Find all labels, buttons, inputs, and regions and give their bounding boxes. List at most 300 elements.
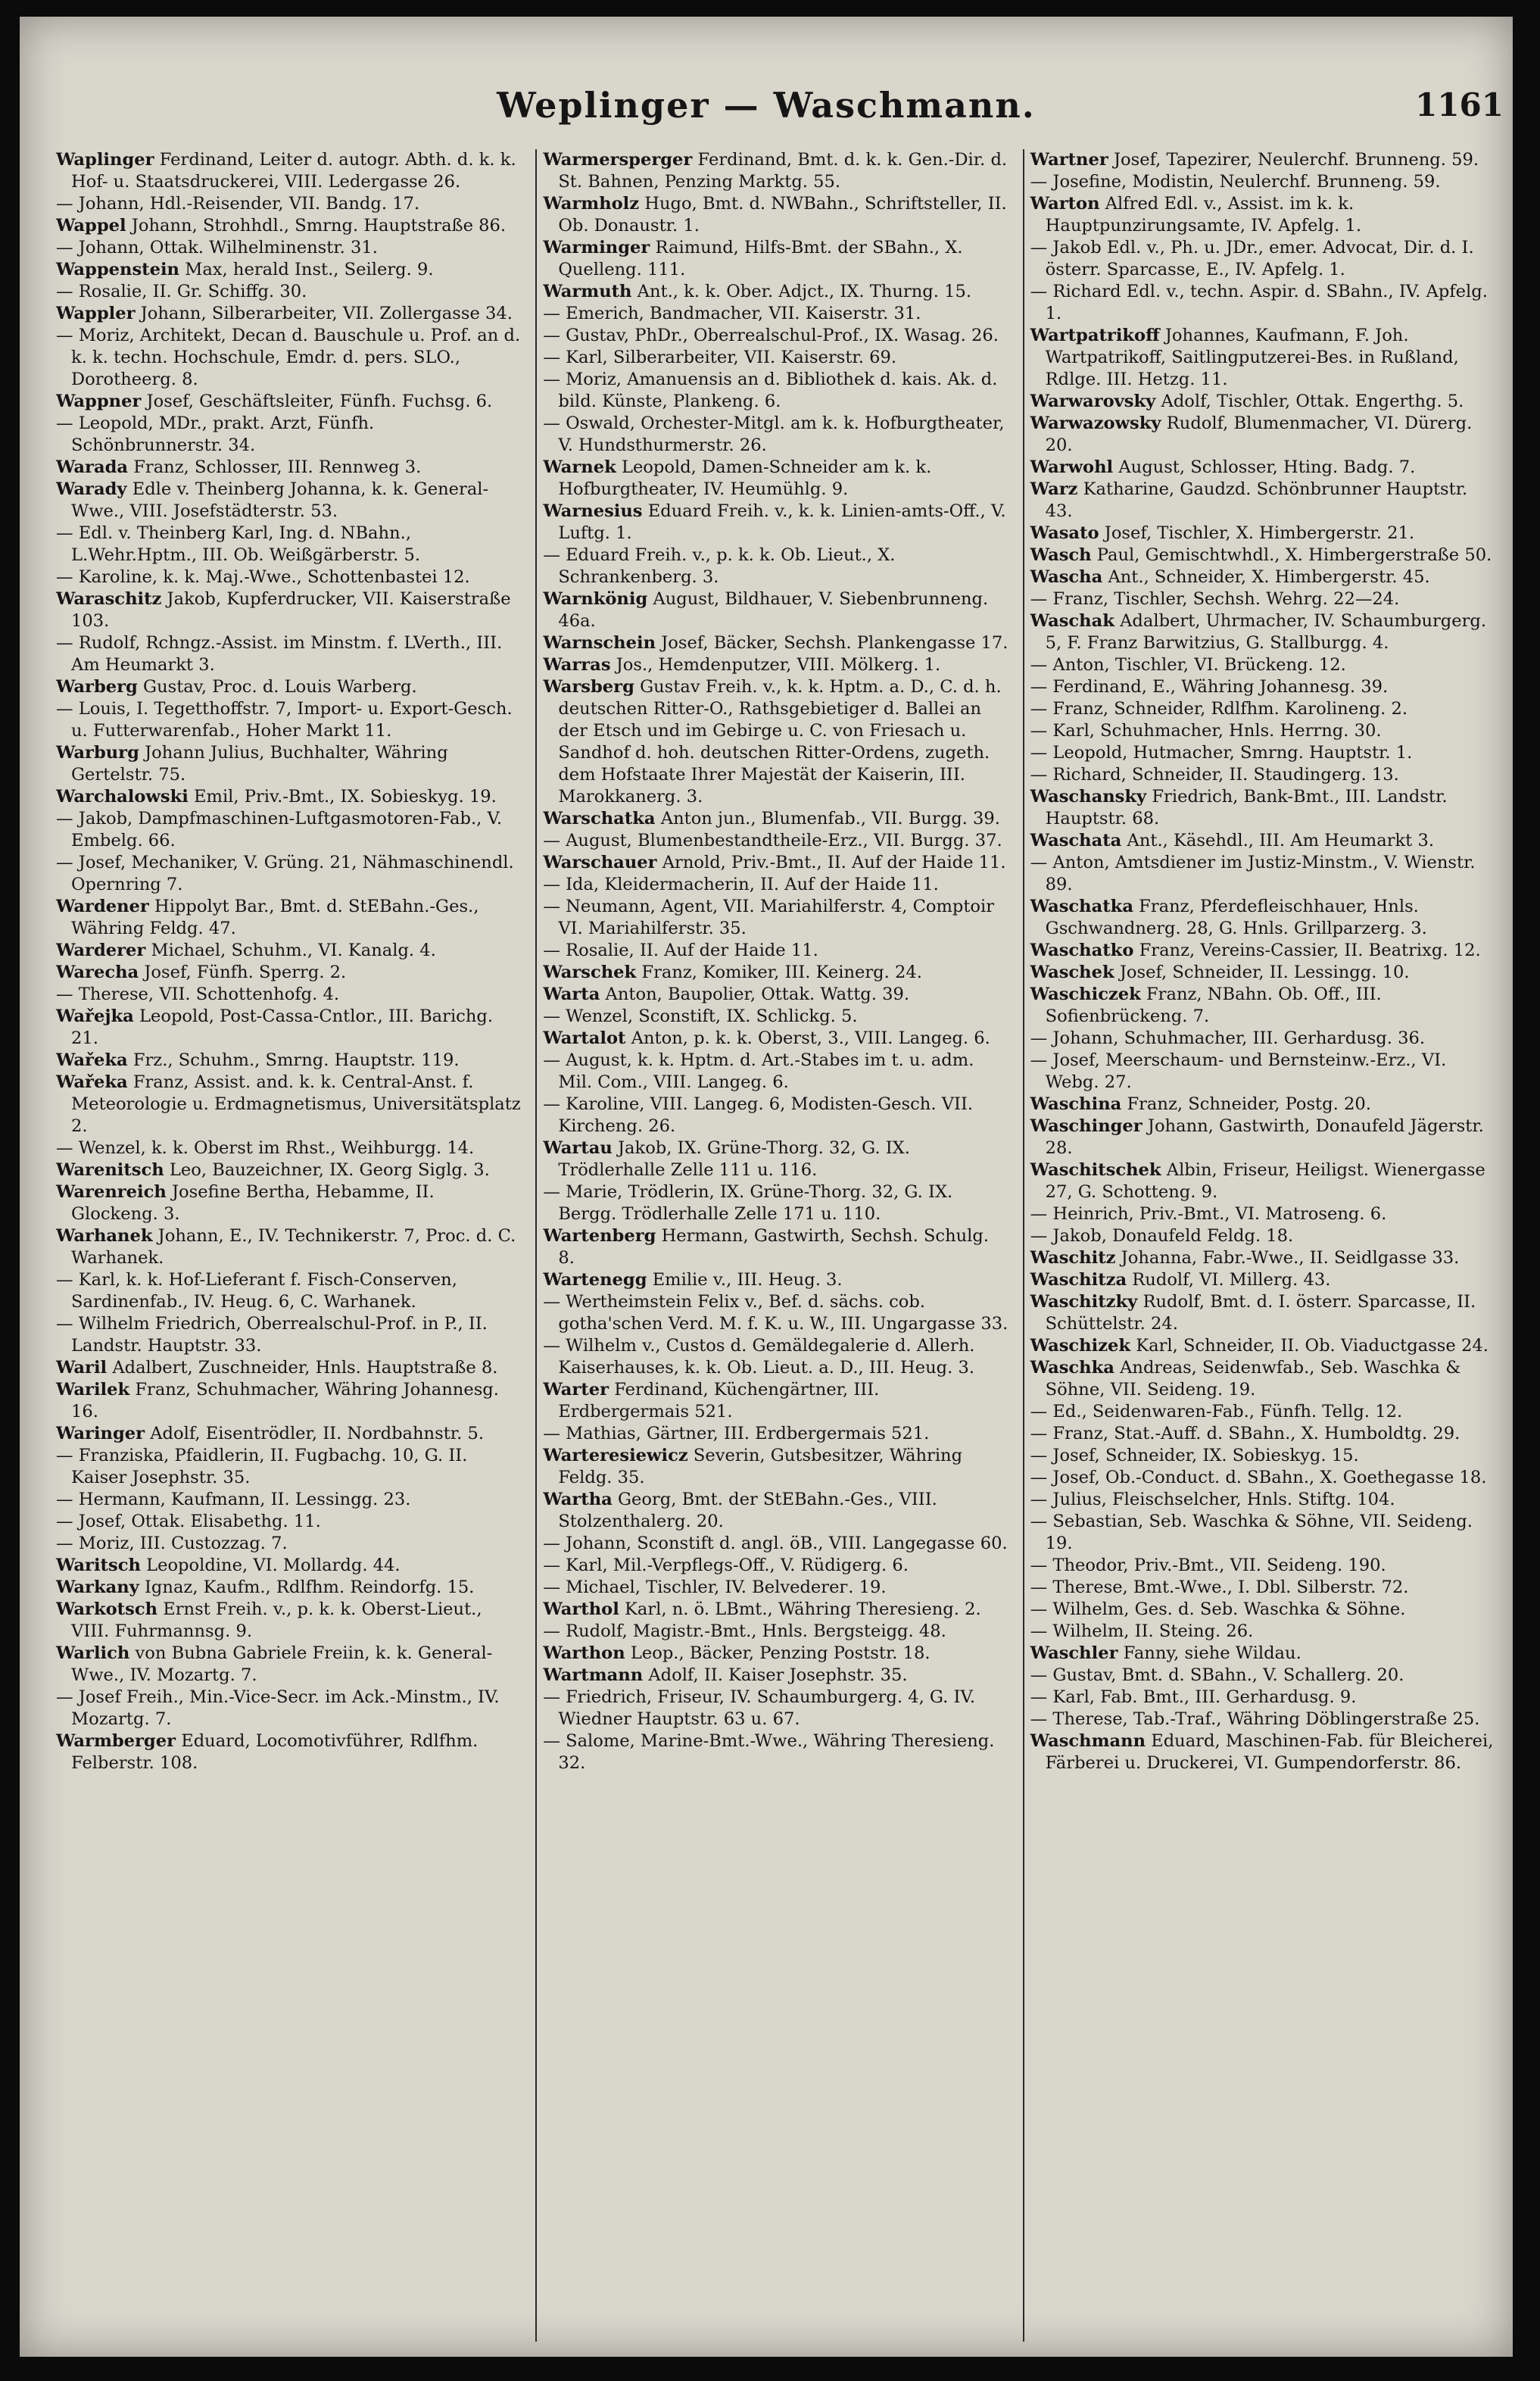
entry-details: Michael, Schuhm., VI. Kanalg. 4.: [151, 941, 436, 960]
directory-entry: [1030, 984, 1498, 1028]
entry-details: Anton, p. k. k. Oberst, 3., VIII. Langeg. 6.: [631, 1028, 990, 1048]
directory-entry: [543, 545, 1010, 588]
entry-details: — Julius, Fleischselcher, Hnls. Stiftg. 104.: [1030, 1490, 1395, 1509]
directory-entry: [543, 940, 1010, 962]
directory-entry: [56, 237, 523, 259]
directory-entry: [543, 632, 1010, 654]
entry-details: Johanna, Fabr.-Wwe., II. Seidlgasse 33.: [1121, 1248, 1460, 1268]
entry-surname: Warnesius: [543, 501, 643, 521]
entry-surname: Waschmann: [1030, 1731, 1146, 1751]
entry-details: Fanny, siehe Wildau.: [1123, 1643, 1302, 1663]
entry-details: Ferdinand, Bmt. d. k. k. Gen.-Dir. d. St. Bahnen, Penzing Marktg. 55.: [558, 150, 1008, 192]
entry-surname: Waringer: [56, 1424, 145, 1443]
entry-details: — Therese, Tab.-Traf., Währing Döblingerstraße 25.: [1030, 1709, 1480, 1729]
entry-details: — Anton, Amtsdiener im Justiz-Minstm., V. Wienstr. 89.: [1030, 853, 1476, 894]
directory-entry: [56, 1730, 523, 1774]
directory-entry: [1030, 1094, 1498, 1116]
entry-surname: Waritsch: [56, 1556, 141, 1575]
entry-details: Franz, Komiker, III. Keinerg. 24.: [641, 963, 922, 982]
entry-details: — Wilhelm v., Custos d. Gemäldegalerie d. Allerh. Kaiserhauses, k. k. Ob. Lieut. a. D., III. Heug. 3.: [543, 1336, 975, 1378]
directory-entry: [1030, 1445, 1498, 1467]
directory-entry: [543, 193, 1010, 237]
directory-entry: [1030, 896, 1498, 940]
entry-details: — Jakob, Donaufeld Feldg. 18.: [1030, 1226, 1294, 1246]
directory-entry: [1030, 1555, 1498, 1577]
directory-entry: [543, 1028, 1010, 1050]
directory-entry: [543, 281, 1010, 303]
entry-details: — Franz, Tischler, Sechsh. Wehrg. 22—24.: [1030, 589, 1400, 609]
entry-details: Gustav, Proc. d. Louis Warberg.: [143, 677, 417, 697]
entry-surname: Warras: [543, 655, 611, 675]
entry-surname: Warwohl: [1030, 457, 1114, 477]
entry-details: Josef, Geschäftsleiter, Fünfh. Fuchsg. 6.: [146, 392, 493, 411]
directory-entry: [56, 479, 523, 523]
entry-details: Franz, Vereins-Cassier, II. Beatrixg. 12.: [1139, 941, 1481, 960]
entry-details: Georg, Bmt. der StEBahn.-Ges., VIII. Stolzenthalerg. 20.: [558, 1490, 937, 1531]
entry-surname: Warwazowsky: [1030, 413, 1161, 433]
directory-entry: [543, 1687, 1010, 1730]
entry-surname: Warmersperger: [543, 150, 693, 170]
directory-entry: [1030, 1599, 1498, 1621]
entry-details: — Franz, Stat.-Auff. d. SBahn., X. Humboldtg. 29.: [1030, 1424, 1461, 1443]
directory-entry: [543, 1379, 1010, 1423]
entry-details: Franz, Assist. and. k. k. Central-Anst. f. Meteorologie u. Erdmagnetismus, Universitätsplatz 2.: [71, 1072, 521, 1136]
entry-surname: Warmuth: [543, 282, 632, 301]
entry-surname: Warkotsch: [56, 1599, 158, 1619]
entry-details: — Leopold, MDr., prakt. Arzt, Fünfh. Schönbrunnerstr. 34.: [56, 413, 375, 455]
entry-details: Leopold, Damen-Schneider am k. k. Hofburgtheater, IV. Heumühlg. 9.: [558, 457, 932, 499]
running-title: Weplinger — Waschmann.: [497, 85, 1036, 126]
entry-details: — Leopold, Hutmacher, Smrng. Hauptstr. 1.: [1030, 743, 1413, 763]
directory-entry: [543, 413, 1010, 457]
entry-surname: Waschak: [1030, 611, 1114, 631]
directory-entry: [543, 1006, 1010, 1028]
entry-surname: Wařeka: [56, 1050, 128, 1070]
directory-entry: [543, 457, 1010, 501]
entry-details: — Edl. v. Theinberg Karl, Ing. d. NBahn., L.Wehr.Hptm., III. Ob. Weißgärberstr. 5.: [56, 523, 421, 565]
entry-details: Johann, Gastwirth, Donaufeld Jägerstr. 28.: [1045, 1116, 1484, 1158]
directory-entry: [56, 149, 523, 193]
column-2: [535, 149, 1016, 2342]
entry-surname: Warsberg: [543, 677, 634, 697]
entry-details: — Therese, Bmt.-Wwe., I. Dbl. Silberstr. 72.: [1030, 1577, 1409, 1597]
entry-details: Frz., Schuhm., Smrng. Hauptstr. 119.: [132, 1050, 460, 1070]
entry-details: Eduard Freih. v., k. k. Linien-amts-Off., V. Luftg. 1.: [558, 501, 1006, 543]
directory-entry: [56, 742, 523, 786]
entry-details: — Wertheimstein Felix v., Bef. d. sächs. cob. gotha'schen Verd. M. f. K. u. W., III. Ungargasse 33.: [543, 1292, 1008, 1334]
entry-surname: Warschek: [543, 963, 637, 982]
directory-entry: [1030, 764, 1498, 786]
entry-surname: Warschatka: [543, 809, 656, 829]
entry-details: Josef, Bäcker, Sechsh. Plankengasse 17.: [661, 633, 1008, 653]
entry-surname: Warilek: [56, 1380, 130, 1400]
entry-details: Rudolf, VI. Millerg. 43.: [1132, 1270, 1331, 1290]
directory-entry: [1030, 457, 1498, 479]
directory-entry: [56, 1006, 523, 1050]
directory-page: [20, 17, 1513, 2357]
entry-details: Albin, Friseur, Heiligst. Wienergasse 27, G. Schotteng. 9.: [1045, 1160, 1485, 1202]
entry-details: — Gustav, Bmt. d. SBahn., V. Schallerg. 20.: [1030, 1665, 1404, 1685]
directory-entry: [56, 566, 523, 588]
entry-details: Emil, Priv.-Bmt., IX. Sobieskyg. 19.: [194, 787, 497, 807]
entry-surname: Waschata: [1030, 831, 1122, 850]
directory-entry: [56, 1357, 523, 1379]
entry-surname: Warburg: [56, 743, 139, 763]
directory-entry: [543, 1621, 1010, 1643]
entry-details: Adolf, Eisentrödler, II. Nordbahnstr. 5.: [150, 1424, 485, 1443]
entry-details: — Karl, Fab. Bmt., III. Gerhardusg. 9.: [1030, 1687, 1357, 1707]
directory-entry: [56, 523, 523, 566]
directory-entry: [1030, 1247, 1498, 1269]
directory-entry: [56, 1225, 523, 1269]
entry-surname: Waschizek: [1030, 1336, 1131, 1356]
directory-entry: [543, 303, 1010, 325]
directory-entry: [56, 632, 523, 676]
directory-entry: [56, 1599, 523, 1643]
entry-details: Hugo, Bmt. d. NWBahn., Schriftsteller, II. Ob. Donaustr. 1.: [558, 194, 1007, 236]
entry-surname: Waschinger: [1030, 1116, 1143, 1136]
directory-entry: [56, 1533, 523, 1555]
directory-entry: [543, 676, 1010, 808]
directory-entry: [543, 1423, 1010, 1445]
entry-details: Johann, E., IV. Technikerstr. 7, Proc. d. C. Warhanek.: [71, 1226, 516, 1268]
entry-surname: Waschka: [1030, 1358, 1114, 1378]
entry-surname: Warderer: [56, 941, 146, 960]
entry-details: Max, herald Inst., Seilerg. 9.: [185, 260, 434, 279]
directory-entry: [1030, 1159, 1498, 1203]
entry-details: — Marie, Trödlerin, IX. Grüne-Thorg. 32, G. IX. Bergg. Trödlerhalle Zelle 171 u. 110.: [543, 1182, 953, 1224]
directory-entry: [56, 676, 523, 698]
directory-entry: [1030, 1489, 1498, 1511]
entry-details: — Karl, Schuhmacher, Hnls. Herrng. 30.: [1030, 721, 1382, 741]
entry-details: — Jakob Edl. v., Ph. u. JDr., emer. Advocat, Dir. d. I. österr. Sparcasse, E., IV. Apfelg. 1.: [1030, 238, 1474, 279]
entry-surname: Warthol: [543, 1599, 619, 1619]
entry-surname: Wartmann: [543, 1665, 644, 1685]
entry-details: — Josef, Schneider, IX. Sobieskyg. 15.: [1030, 1446, 1359, 1465]
page-number: 1161: [1415, 86, 1504, 123]
entry-details: — Hermann, Kaufmann, II. Lessingg. 23.: [56, 1490, 411, 1509]
entry-details: Karl, Schneider, II. Ob. Viaductgasse 24.: [1136, 1336, 1489, 1356]
directory-entry: [543, 1445, 1010, 1489]
directory-entry: [56, 1489, 523, 1511]
directory-entry: [543, 852, 1010, 874]
entry-details: Raimund, Hilfs-Bmt. der SBahn., X. Quelleng. 111.: [558, 238, 963, 279]
entry-details: — Karoline, k. k. Maj.-Wwe., Schottenbastei 12.: [56, 567, 470, 587]
entry-surname: Waraschitz: [56, 589, 162, 609]
entry-details: Gustav Freih. v., k. k. Hptm. a. D., C. d. h. deutschen Ritter-O., Rathsgebietiger d. Ballei an der Etsch und im Gebirge u. C. von Friesach u. Sandhof d. hoh. deutschen Ritter-Ordens, zugeth. dem Hofstaate Ihrer Majestät der Kaiserin, III. Marokkanerg. 3.: [558, 677, 1002, 807]
entry-details: Ferdinand, Küchengärtner, III. Erdbergermais 521.: [558, 1380, 880, 1421]
entry-details: — Johann, Ottak. Wilhelminenstr. 31.: [56, 238, 378, 257]
entry-details: — Sebastian, Seb. Waschka & Söhne, VII. Seideng. 19.: [1030, 1512, 1473, 1553]
directory-entry: [56, 588, 523, 632]
entry-details: — Theodor, Priv.-Bmt., VII. Seideng. 190.: [1030, 1556, 1386, 1575]
directory-entry: [1030, 1291, 1498, 1335]
entry-details: Andreas, Seidenwfab., Seb. Waschka & Söhne, VII. Seideng. 19.: [1045, 1358, 1461, 1400]
directory-entry: [56, 984, 523, 1006]
entry-surname: Warnschein: [543, 633, 656, 653]
directory-entry: [1030, 676, 1498, 698]
entry-details: — Jakob, Dampfmaschinen-Luftgasmotoren-Fab., V. Embelg. 66.: [56, 809, 503, 850]
entry-details: Hippolyt Bar., Bmt. d. StEBahn.-Ges., Währing Feldg. 47.: [71, 897, 479, 938]
column-3: [1023, 149, 1504, 2342]
entry-details: Ant., Käsehdl., III. Am Heumarkt 3.: [1127, 831, 1435, 850]
directory-entry: [56, 281, 523, 303]
directory-entry: [543, 962, 1010, 984]
directory-entry: [543, 149, 1010, 193]
directory-entry: [543, 654, 1010, 676]
entry-surname: Warhanek: [56, 1226, 153, 1246]
directory-entry: [543, 1335, 1010, 1379]
entry-details: — Heinrich, Priv.-Bmt., VI. Matrosеng. 6.: [1030, 1204, 1387, 1224]
entry-details: — Rudolf, Magistr.-Bmt., Hnls. Bergsteigg. 48.: [543, 1621, 946, 1641]
directory-entry: [1030, 391, 1498, 413]
entry-surname: Warmberger: [56, 1731, 176, 1751]
directory-entry: [543, 1181, 1010, 1225]
entry-surname: Warteresiewicz: [543, 1446, 688, 1465]
entry-details: — Moriz, III. Custozzag. 7.: [56, 1534, 288, 1553]
directory-entry: [1030, 962, 1498, 984]
entry-details: Adolf, II. Kaiser Josephstr. 35.: [648, 1665, 908, 1685]
entry-details: Josef, Schneider, II. Lessingg. 10.: [1119, 963, 1410, 982]
entry-details: — Ida, Kleidermacherin, II. Auf der Haide 11.: [543, 875, 939, 894]
entry-details: — Emerich, Bandmacher, VII. Kaiserstr. 31.: [543, 304, 921, 323]
directory-entry: [56, 1379, 523, 1423]
directory-entry: [1030, 1730, 1498, 1774]
directory-entry: [1030, 1687, 1498, 1709]
entry-details: Karl, n. ö. LBmt., Währing Theresieng. 2.: [625, 1599, 981, 1619]
entry-surname: Wasato: [1030, 523, 1099, 543]
entry-surname: Wappenstein: [56, 260, 179, 279]
directory-entry: [1030, 1511, 1498, 1555]
entry-surname: Warenitsch: [56, 1160, 164, 1180]
entry-surname: Warta: [543, 985, 600, 1004]
directory-entry: [56, 1313, 523, 1357]
entry-details: Leopoldine, VI. Mollardg. 44.: [146, 1556, 401, 1575]
entry-surname: Wartner: [1030, 150, 1108, 170]
directory-entry: [543, 501, 1010, 545]
entry-surname: Wasch: [1030, 545, 1092, 565]
entry-details: — Josef, Ob.-Conduct. d. SBahn., X. Goethegasse 18.: [1030, 1468, 1487, 1487]
entry-details: Alfred Edl. v., Assist. im k. k. Hauptpunzirungsamte, IV. Apfelg. 1.: [1045, 194, 1362, 236]
entry-surname: Wartha: [543, 1490, 613, 1509]
entry-surname: Waschina: [1030, 1094, 1122, 1114]
columns: [50, 149, 1504, 2342]
entry-details: — Salome, Marine-Bmt.-Wwe., Währing Theresieng. 32.: [543, 1731, 995, 1773]
entry-details: — Josef, Meerschaum- und Bernsteinw.-Erz., VI. Webg. 27.: [1030, 1050, 1447, 1092]
directory-entry: [543, 1269, 1010, 1291]
entry-details: Paul, Gemischtwhdl., X. Himbergerstraße 50.: [1096, 545, 1492, 565]
directory-entry: [543, 1050, 1010, 1094]
directory-entry: [56, 391, 523, 413]
directory-entry: [56, 193, 523, 215]
entry-surname: Warwarovsky: [1030, 392, 1156, 411]
directory-entry: [56, 1577, 523, 1599]
directory-entry: [1030, 1269, 1498, 1291]
entry-surname: Warberg: [56, 677, 138, 697]
entry-details: Johann, Strohhdl., Smrng. Hauptstraße 86.: [131, 216, 507, 236]
entry-details: Hermann, Gastwirth, Sechsh. Schulg. 8.: [558, 1226, 990, 1268]
entry-details: Johannes, Kaufmann, F. Joh. Wartpatrikoff, Saitlingputzerei-Bes. in Rußland, Rdlge. III. Hetzg. 11.: [1045, 326, 1459, 389]
entry-details: Emilie v., III. Heug. 3.: [652, 1270, 843, 1290]
entry-surname: Warady: [56, 479, 127, 499]
entry-details: Jos., Hemdenputzer, VIII. Mölkerg. 1.: [616, 655, 941, 675]
directory-entry: [56, 940, 523, 962]
entry-surname: Waschansky: [1030, 787, 1147, 807]
directory-entry: [543, 1665, 1010, 1687]
entry-details: — Johann, Sconstift d. angl. öB., VIII. Langegasse 60.: [543, 1534, 1008, 1553]
entry-surname: Waschitza: [1030, 1270, 1127, 1290]
directory-entry: [543, 588, 1010, 632]
entry-surname: Wartalot: [543, 1028, 626, 1048]
directory-entry: [1030, 171, 1498, 193]
entry-surname: Warchalowski: [56, 787, 189, 807]
column-1: [50, 149, 529, 2342]
directory-entry: [1030, 1643, 1498, 1665]
entry-surname: Warnkönig: [543, 589, 648, 609]
entry-details: — Oswald, Orchester-Mitgl. am k. k. Hofburgtheater, V. Hundsthurmerstr. 26.: [543, 413, 1005, 455]
directory-entry: [1030, 1467, 1498, 1489]
entry-details: Leopold, Post-Cassa-Cntlor., III. Barichg. 21.: [71, 1006, 494, 1048]
entry-details: Leo, Bauzeichner, IX. Georg Siglg. 3.: [169, 1160, 490, 1180]
directory-entry: [1030, 1665, 1498, 1687]
directory-entry: [1030, 720, 1498, 742]
entry-details: Jakob, IX. Grüne-Thorg. 32, G. IX. Trödlerhalle Zelle 111 u. 116.: [558, 1138, 910, 1180]
directory-entry: [56, 1511, 523, 1533]
directory-entry: [1030, 545, 1498, 566]
entry-surname: Warschauer: [543, 853, 657, 872]
entry-details: Johann, Silberarbeiter, VII. Zollergasse 34.: [140, 304, 513, 323]
entry-surname: Wappel: [56, 216, 126, 236]
entry-details: Arnold, Priv.-Bmt., II. Auf der Haide 11.: [662, 853, 1006, 872]
directory-entry: [1030, 1028, 1498, 1050]
directory-entry: [543, 237, 1010, 281]
entry-surname: Waschitz: [1030, 1248, 1116, 1268]
directory-entry: [56, 1555, 523, 1577]
entry-details: — Ed., Seidenwaren-Fab., Fünfh. Tellg. 12.: [1030, 1402, 1403, 1421]
entry-details: Katharine, Gaudzd. Schönbrunner Hauptstr. 43.: [1045, 479, 1468, 521]
entry-details: Josefine Bertha, Hebamme, II. Glockeng. 3.: [71, 1182, 435, 1224]
entry-details: — Louis, I. Tegetthoffstr. 7, Import- u. Export-Gesch. u. Futterwarenfab., Hoher Markt 11.: [56, 699, 513, 741]
directory-entry: [543, 808, 1010, 830]
entry-details: — Wilhelm Friedrich, Oberrealschul-Prof. in P., II. Landstr. Hauptstr. 33.: [56, 1314, 488, 1356]
entry-details: Adalbert, Zuschneider, Hnls. Hauptstraße 8.: [112, 1358, 498, 1378]
directory-entry: [56, 1181, 523, 1225]
directory-entry: [56, 303, 523, 325]
directory-entry: [543, 1730, 1010, 1774]
entry-surname: Waschler: [1030, 1643, 1118, 1663]
entry-surname: Waplinger: [56, 150, 154, 170]
directory-entry: [543, 1555, 1010, 1577]
entry-details: — Ferdinand, E., Währing Johannesg. 39.: [1030, 677, 1389, 697]
entry-details: Ferdinand, Leiter d. autogr. Abth. d. k. k. Hof- u. Staatsdruckerei, VIII. Ledergasse 26.: [71, 150, 516, 192]
entry-surname: Wardener: [56, 897, 149, 916]
directory-entry: [56, 413, 523, 457]
directory-entry: [543, 1599, 1010, 1621]
directory-entry: [56, 852, 523, 896]
directory-entry: [543, 1137, 1010, 1181]
directory-entry: [56, 457, 523, 479]
directory-entry: [1030, 193, 1498, 237]
directory-entry: [56, 786, 523, 808]
directory-entry: [1030, 852, 1498, 896]
entry-details: — Johann, Hdl.-Reisender, VII. Bandg. 17.: [56, 194, 420, 214]
entry-details: — Karoline, VIII. Langeg. 6, Modisten-Gesch. VII. Kircheng. 26.: [543, 1094, 974, 1136]
page-header: [20, 17, 1513, 130]
entry-details: — August, k. k. Hptm. d. Art.-Stabes im t. u. adm. Mil. Com., VIII. Langeg. 6.: [543, 1050, 974, 1092]
directory-entry: [1030, 1357, 1498, 1401]
directory-entry: [543, 1643, 1010, 1665]
directory-entry: [543, 1225, 1010, 1269]
entry-details: — Karl, Silberarbeiter, VII. Kaiserstr. 69.: [543, 348, 897, 367]
directory-entry: [56, 1137, 523, 1159]
directory-entry: [56, 1643, 523, 1687]
directory-entry: [543, 325, 1010, 347]
entry-details: — Karl, k. k. Hof-Lieferant f. Fisch-Conserven, Sardinenfab., IV. Heug. 6, C. Warhanek.: [56, 1270, 457, 1312]
directory-entry: [56, 1269, 523, 1313]
directory-entry: [543, 830, 1010, 852]
directory-entry: [543, 1094, 1010, 1137]
entry-details: — Michael, Tischler, IV. Belvederег. 19.: [543, 1577, 887, 1597]
entry-details: Ernst Freih. v., p. k. k. Oberst-Lieut., VIII. Fuhrmannsg. 9.: [71, 1599, 482, 1641]
directory-entry: [56, 1159, 523, 1181]
entry-surname: Wařeka: [56, 1072, 128, 1092]
directory-entry: [1030, 1577, 1498, 1599]
directory-entry: [1030, 281, 1498, 325]
entry-surname: Warz: [1030, 479, 1078, 499]
directory-entry: [1030, 1050, 1498, 1094]
directory-entry: [56, 1445, 523, 1489]
entry-details: Eduard, Locomotivführer, Rdlfhm. Felberstr. 108.: [71, 1731, 479, 1773]
entry-details: Ant., k. k. Ober. Adjct., IX. Thurng. 15.: [637, 282, 972, 301]
directory-entry: [543, 1291, 1010, 1335]
directory-entry: [1030, 1116, 1498, 1159]
entry-surname: Warnek: [543, 457, 616, 477]
directory-entry: [56, 325, 523, 391]
entry-details: — Gustav, PhDr., Oberrealschul-Prof., IX. Wasag. 26.: [543, 326, 999, 345]
directory-entry: [56, 962, 523, 984]
directory-entry: [543, 1577, 1010, 1599]
directory-entry: [56, 1072, 523, 1137]
entry-details: — Richard, Schneider, II. Staudingerg. 13.: [1030, 765, 1399, 785]
entry-surname: Warecha: [56, 963, 139, 982]
entry-details: — August, Blumenbestandtheile-Erz., VII. Burgg. 37.: [543, 831, 1002, 850]
entry-details: Ant., Schneider, X. Himbergerstr. 45.: [1108, 567, 1430, 587]
directory-entry: [543, 984, 1010, 1006]
directory-entry: [543, 369, 1010, 413]
directory-entry: [1030, 1203, 1498, 1225]
entry-details: Anton jun., Blumenfab., VII. Burgg. 39.: [660, 809, 1000, 829]
directory-entry: [56, 1687, 523, 1730]
entry-details: — Mathias, Gärtner, III. Erdbergermais 521.: [543, 1424, 930, 1443]
entry-surname: Waschek: [1030, 963, 1114, 982]
entry-details: — Wilhelm, II. Steing. 26.: [1030, 1621, 1254, 1641]
entry-details: — Johann, Schuhmacher, III. Gerhardusg. 36.: [1030, 1028, 1426, 1048]
directory-entry: [1030, 1423, 1498, 1445]
entry-surname: Wascha: [1030, 567, 1103, 587]
entry-details: — Franz, Schneider, Rdlfhm. Karolineng. 2.: [1030, 699, 1408, 719]
entry-details: Adolf, Tischler, Ottak. Engerthg. 5.: [1161, 392, 1464, 411]
entry-details: — Rosalie, II. Gr. Schiffg. 30.: [56, 282, 307, 301]
entry-details: — Wenzel, Sconstift, IX. Schlickg. 5.: [543, 1006, 858, 1026]
entry-details: — Rosalie, II. Auf der Haide 11.: [543, 941, 818, 960]
directory-entry: [543, 874, 1010, 896]
entry-details: — Friedrich, Friseur, IV. Schaumburgerg. 4, G. IV. Wiedner Hauptstr. 63 u. 67.: [543, 1687, 976, 1729]
entry-details: Franz, Schuhmacher, Währing Johannesg. 16.: [71, 1380, 499, 1421]
entry-details: — Franziska, Pfaidlerin, II. Fugbachg. 10, G. II. Kaiser Josephstr. 35.: [56, 1446, 468, 1487]
entry-details: Franz, Schneider, Postg. 20.: [1127, 1094, 1371, 1114]
directory-entry: [543, 1489, 1010, 1533]
entry-surname: Warton: [1030, 194, 1100, 214]
